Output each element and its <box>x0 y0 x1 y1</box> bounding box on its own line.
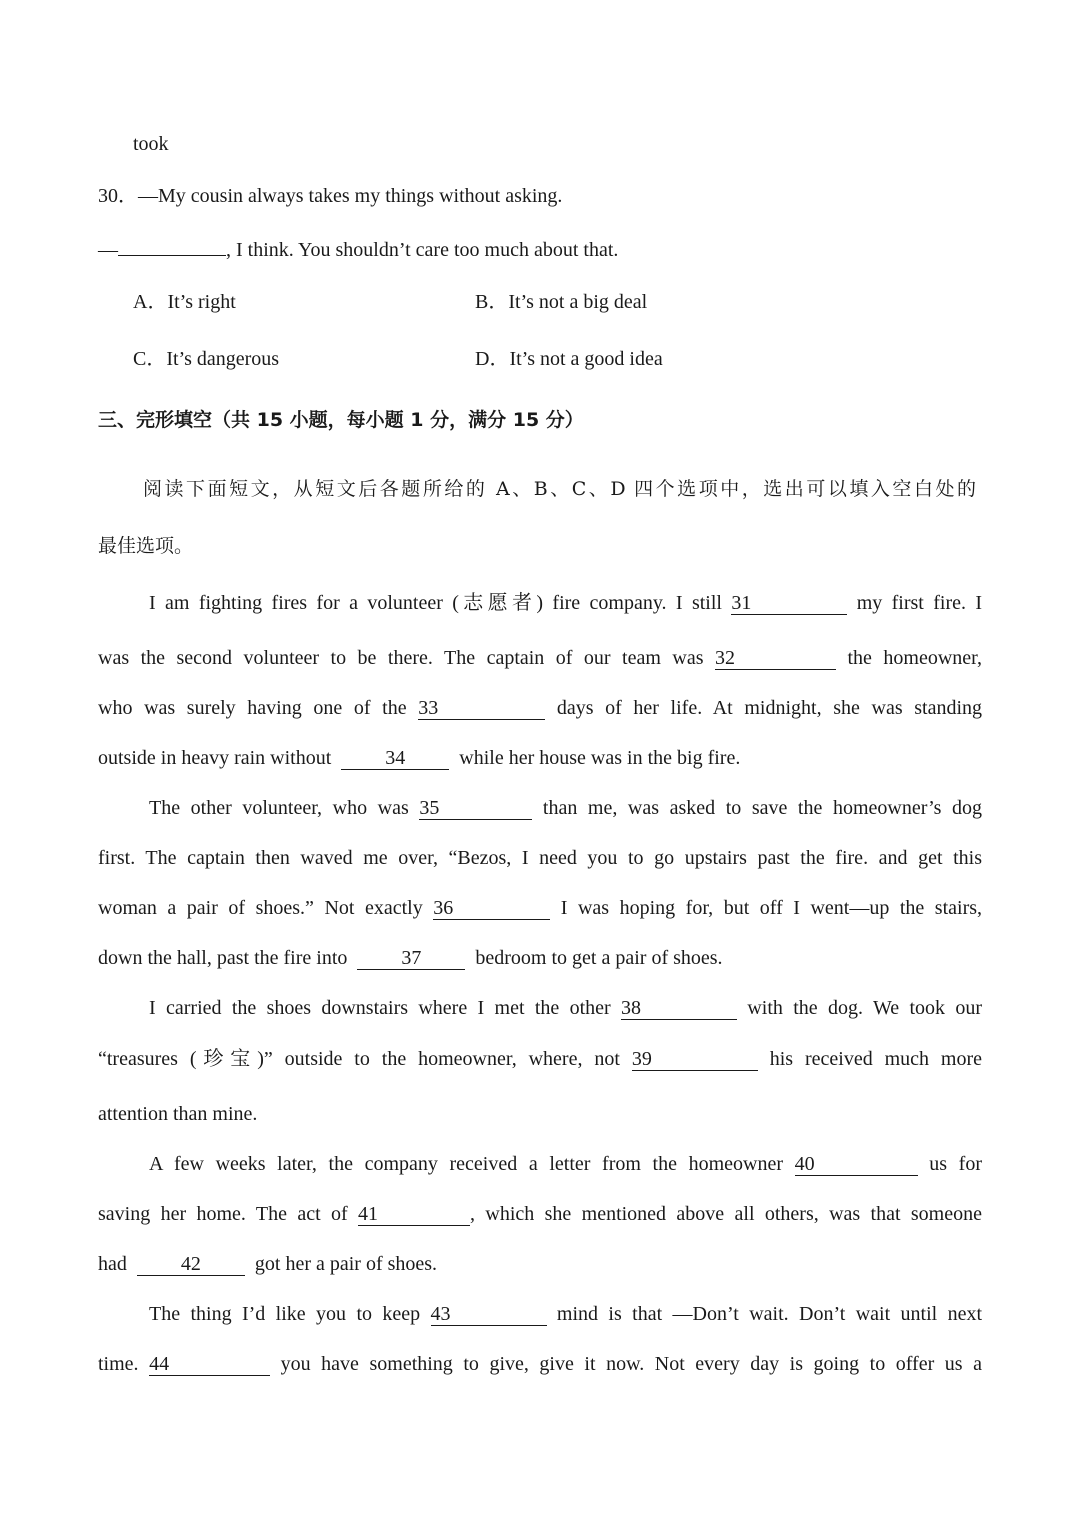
p4-line-3 <box>98 1252 437 1276</box>
section-heading: 三、完形填空（共 15 小题，每小题 1 分，满分 15 分） <box>98 409 584 431</box>
p1-l2-text: was the second volunteer to be there. The captain of our team was <box>98 647 704 669</box>
option-c: C．It’s dangerous <box>133 348 280 370</box>
blank-37: 37 <box>357 947 465 970</box>
p2-l4-text-end: bedroom to get a pair of shoes. <box>475 947 723 969</box>
p1-l4-text: outside in heavy rain without <box>98 747 332 769</box>
blank-40: 40 <box>795 1153 918 1176</box>
p2-line-4 <box>98 946 723 970</box>
p5-line-1 <box>149 1302 982 1326</box>
p4-l3-text: had <box>98 1253 127 1275</box>
p1-l3-text-end: days of her life. At midnight, she was standing <box>556 697 982 719</box>
p5-l2-text: time. <box>98 1353 139 1375</box>
option-b: B．It’s not a big deal <box>475 291 648 313</box>
question-30-stem: 30．—My cousin always takes my things without asking. <box>98 185 563 207</box>
p2-l1-text: The other volunteer, who was <box>149 797 409 819</box>
p5-l2-text-end: you have something to give, give it now. Not every day is going to offer us a <box>280 1353 983 1375</box>
p3-line-3: attention than mine. <box>98 1103 258 1125</box>
p5-l1-text: The thing I’d like you to keep <box>149 1303 421 1325</box>
p2-line-3 <box>98 896 982 920</box>
blank-39: 39 <box>632 1048 758 1071</box>
p2-l3-text-end: I was hoping for, but off I went—up the stairs, <box>560 897 983 919</box>
question-30-reply <box>98 238 618 262</box>
blank-33: 33 <box>418 697 545 720</box>
p3-l1-text: I carried the shoes downstairs where I met the other <box>149 997 611 1019</box>
p3-l2-text: “treasures (珍宝)” outside to the homeowner, where, not <box>98 1048 620 1070</box>
p4-l2-text: saving her home. The act of <box>98 1203 348 1225</box>
instruction-line-2: 最佳选项。 <box>98 535 194 557</box>
blank-34: 34 <box>341 747 449 770</box>
p4-line-1 <box>149 1152 982 1176</box>
p1-l1-text: I am fighting fires for a volunteer (志愿者) fire company. I still <box>149 592 722 614</box>
p1-line-4 <box>98 746 740 770</box>
p1-l3-text: who was surely having one of the <box>98 697 407 719</box>
p2-l4-text: down the hall, past the fire into <box>98 947 348 969</box>
blank-31: 31 <box>731 592 847 615</box>
p1-line-1 <box>149 591 982 615</box>
p2-l3-text: woman a pair of shoes.” Not exactly <box>98 897 423 919</box>
blank-36: 36 <box>433 897 550 920</box>
reply-dash: — <box>98 239 118 261</box>
reply-text: , I think. You shouldn’t care too much about that. <box>226 239 619 261</box>
p1-l4-text-end: while her house was in the big fire. <box>459 747 741 769</box>
blank-38: 38 <box>621 997 737 1020</box>
p3-l1-text-end: with the dog. We took our <box>747 997 982 1019</box>
option-d: D．It’s not a good idea <box>475 348 663 370</box>
p4-l1-text-end: us for <box>929 1153 983 1175</box>
blank-43: 43 <box>431 1303 547 1326</box>
p3-line-1 <box>149 996 982 1020</box>
p4-l1-text: A few weeks later, the company received a letter from the homeowner <box>149 1153 784 1175</box>
instruction-line-1: 阅读下面短文，从短文后各题所给的 A、B、C、D 四个选项中，选出可以填入空白处的 <box>143 478 976 500</box>
blank-41: 41 <box>358 1203 470 1226</box>
option-a: A．It’s right <box>133 291 236 313</box>
p2-l1-text-end: than me, was asked to save the homeowner’s dog <box>542 797 983 819</box>
blank-35: 35 <box>419 797 532 820</box>
question-30-blank <box>118 255 226 256</box>
p1-line-2 <box>98 646 982 670</box>
p2-line-1 <box>149 796 982 820</box>
previous-option-tail: took <box>133 133 169 155</box>
p1-line-3 <box>98 696 982 720</box>
blank-42: 42 <box>137 1253 245 1276</box>
p4-line-2 <box>98 1202 982 1226</box>
p4-l2-text-end: , which she mentioned above all others, was that someone <box>470 1203 982 1225</box>
p2-line-2: first. The captain then waved me over, “Bezos, I need you to go upstairs past the fire. and get this <box>98 847 982 869</box>
p5-l1-text-end: mind is that —Don’t wait. Don’t wait until next <box>556 1303 983 1325</box>
p3-l2-text-end: his received much more <box>769 1048 983 1070</box>
blank-32: 32 <box>715 647 836 670</box>
p1-l2-text-end: the homeowner, <box>847 647 983 669</box>
p3-line-2 <box>98 1047 982 1071</box>
blank-44: 44 <box>149 1353 270 1376</box>
p5-line-2 <box>98 1352 982 1376</box>
p1-l1-text-end: my first fire. I <box>856 592 983 614</box>
p4-l3-text-end: got her a pair of shoes. <box>254 1253 438 1275</box>
